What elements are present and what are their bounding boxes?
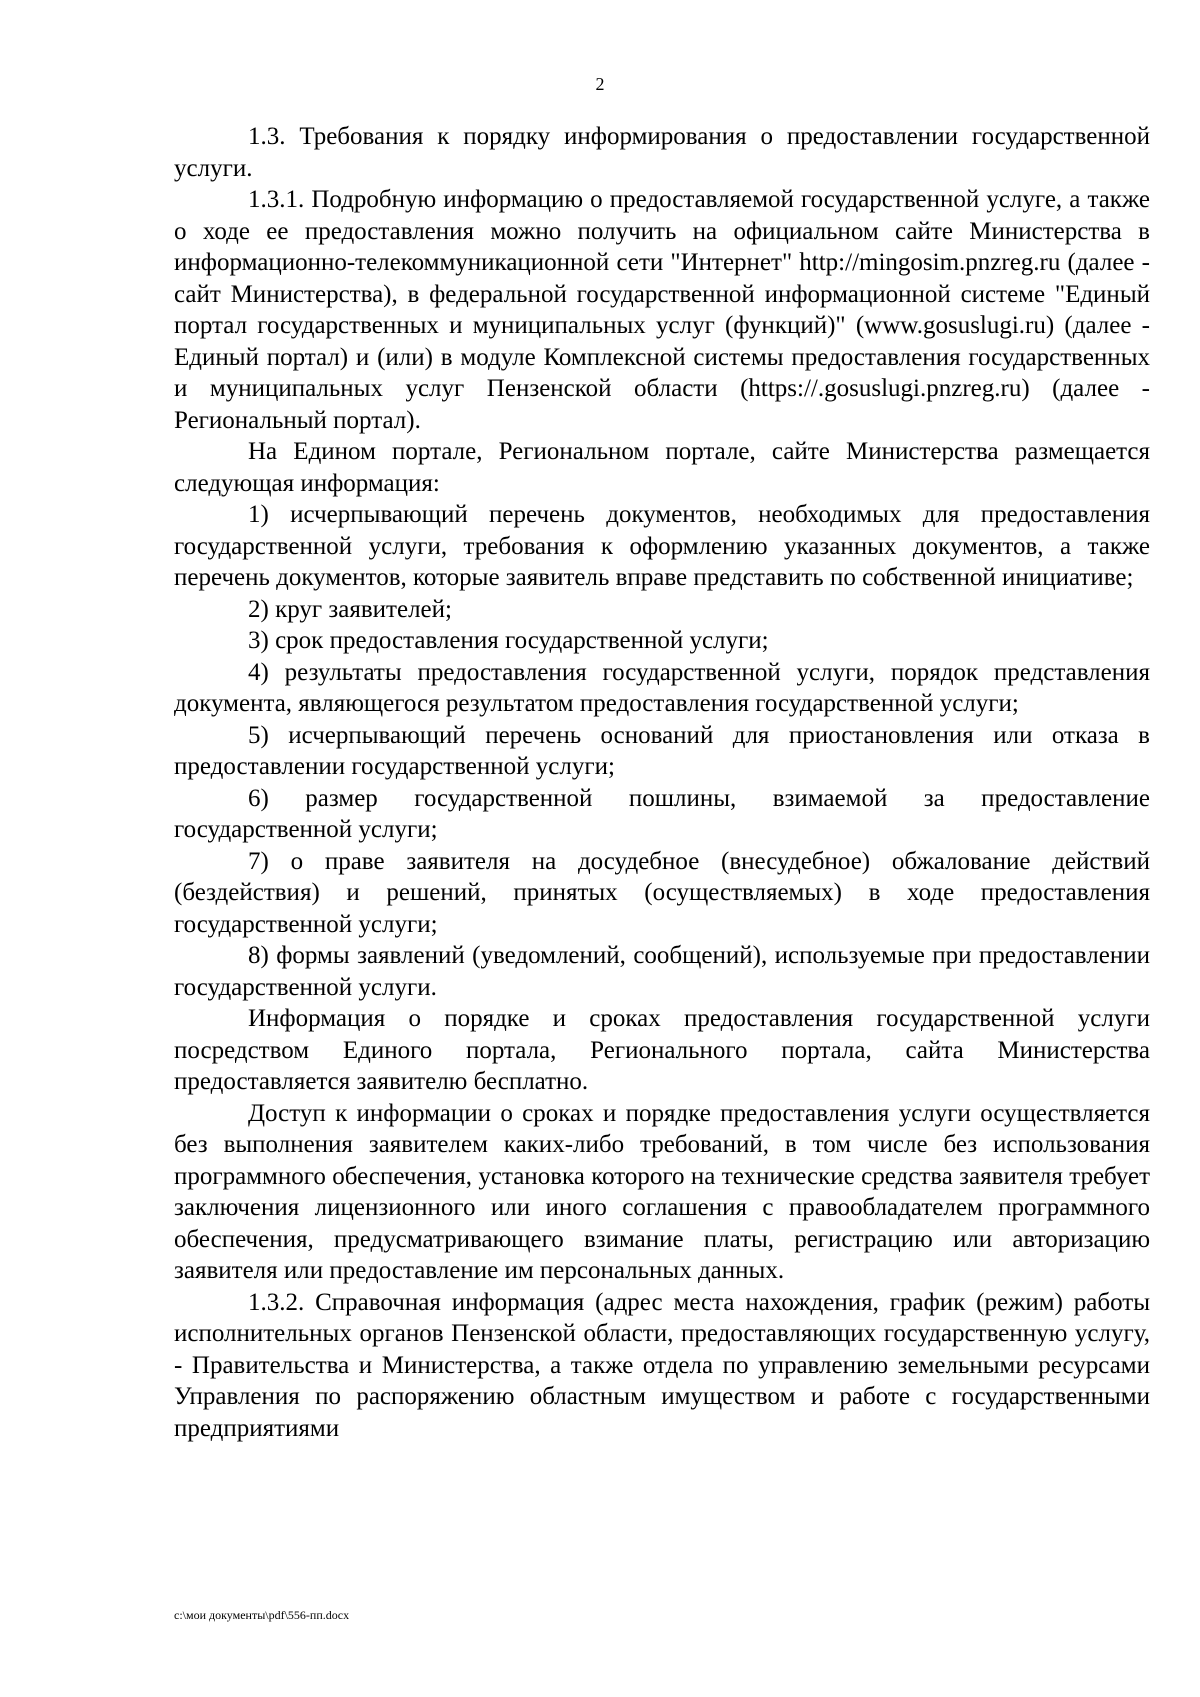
page-number: 2: [595, 74, 605, 94]
paragraph-info-intro: На Едином портале, Региональном портале, сайте Министерства размещается следующая информация:: [174, 438, 1150, 497]
list-item-4: 4) результаты предоставления государственной услуги, порядок представления документа, являющегося результатом предоставления государственной услуги;: [174, 658, 1150, 717]
paragraph-access: Доступ к информации о сроках и порядке предоставления услуги осуществляется без выполнения заявителем каких-либо требований, в том числе без использования программного обеспечения, установка которого на технические средства заявителя требует заключения лицензионного или иного соглашения с правообладателем программного обеспечения, предусматривающего взимание платы, регистрацию или авторизацию заявителя или предоставление им персональных данных.: [174, 1099, 1150, 1284]
footer-file-path: c:\мои документы\pdf\556-пп.docx: [174, 1608, 350, 1622]
list-item-1: 1) исчерпывающий перечень документов, необходимых для предоставления государственной услуги, требования к оформлению указанных документов, а также перечень документов, которые заявитель вправе представить по собственной инициативе;: [174, 501, 1150, 591]
list-item-3: 3) срок предоставления государственной услуги;: [248, 627, 769, 654]
section-heading-1-3: 1.3. Требования к порядку информирования о предоставлении государственной услуги.: [174, 123, 1150, 182]
list-item-2: 2) круг заявителей;: [248, 595, 452, 623]
list-item-5: 5) исчерпывающий перечень оснований для приостановления или отказа в предоставлении государственной услуги;: [174, 721, 1150, 780]
list-item-7: 7) о праве заявителя на досудебное (внесудебное) обжалование действий (бездействия) и решений, принятых (осуществляемых) в ходе предоставления государственной услуги;: [174, 847, 1150, 938]
document-body: [174, 121, 1150, 1444]
paragraph-free-info: Информация о порядке и сроках предоставления государственной услуги посредством Единого портала, Регионального портала, сайта Министерства предоставляется заявителю бесплатно.: [174, 1005, 1150, 1095]
list-item-6: 6) размер государственной пошлины, взимаемой за предоставление государственной услуги;: [174, 784, 1150, 843]
paragraph-1-3-1: 1.3.1. Подробную информацию о предоставляемой государственной услуге, а также о ходе ее предоставления можно получить на официальном сайте Министерства в информационно-телекоммуникационной сети "Интернет" http://mingosim.pnzreg.ru (далее - сайт Министерства), в федеральной государственной информационной системе "Единый портал государственных и муниципальных услуг (функций)" (www.gosuslugi.ru) (далее - Единый портал) и (или) в модуле Комплексной системы предоставления государственных и муниципальных услуг Пензенской области (https://.gosuslugi.pnzreg.ru) (далее - Региональный портал).: [174, 186, 1150, 434]
paragraph-1-3-2: 1.3.2. Справочная информация (адрес места нахождения, график (режим) работы исполнительных органов Пензенской области, предоставляющих государственную услугу, - Правительства и Министерства, а также отдела по управлению земельными ресурсами Управления по распоряжению областным имуществом и работе с государственными предприятиями: [174, 1288, 1150, 1442]
list-item-8: 8) формы заявлений (уведомлений, сообщений), используемые при предоставлении государственной услуги.: [174, 942, 1150, 1001]
